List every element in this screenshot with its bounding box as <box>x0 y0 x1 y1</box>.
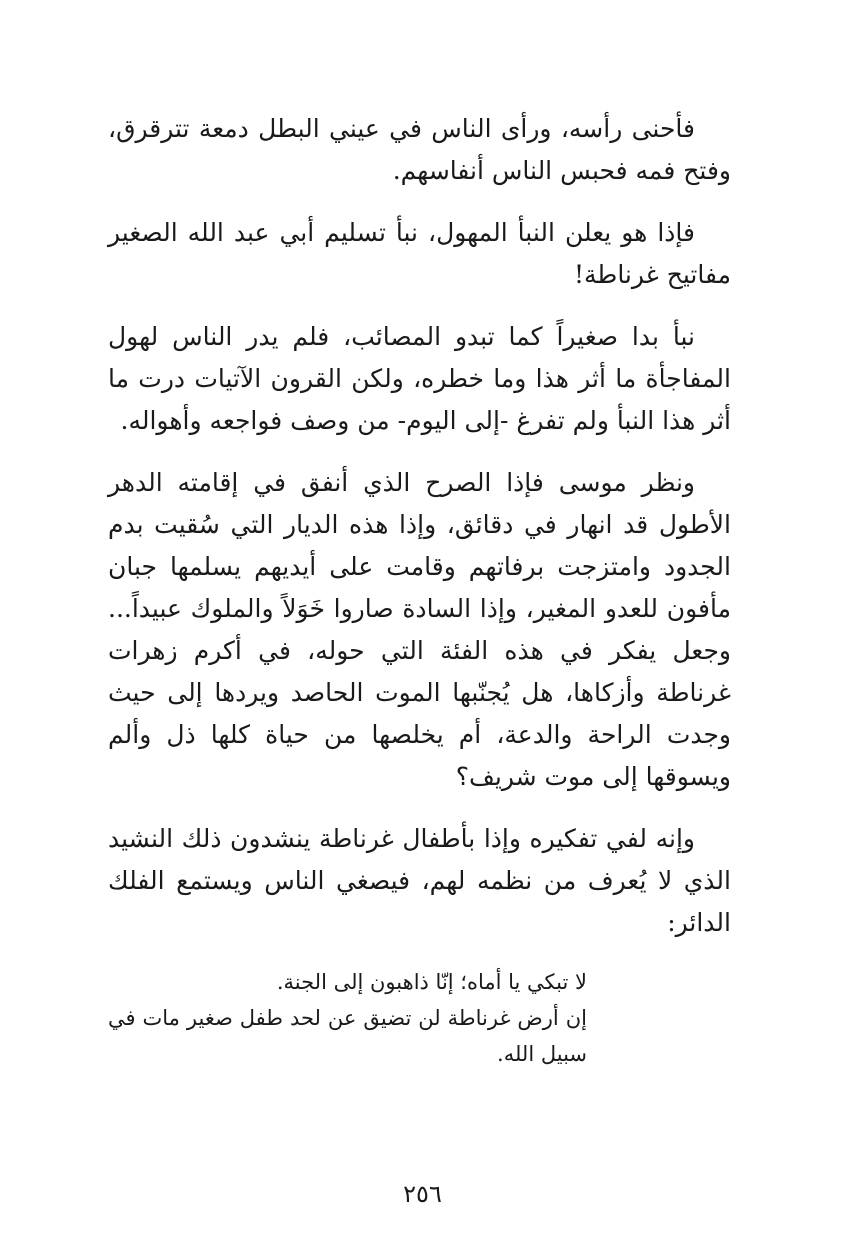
page-number: ٢٥٦ <box>403 1180 442 1208</box>
poem-block <box>108 964 587 1072</box>
paragraph: فإذا هو يعلن النبأ المهول، نبأ تسليم أبي عبد الله الصغير مفاتيح غرناطة! <box>108 218 731 289</box>
page-body <box>108 108 731 1072</box>
paragraph: فأحنى رأسه، ورأى الناس في عيني البطل دمعة تترقرق، وفتح فمه فحبس الناس أنفاسهم. <box>108 114 731 185</box>
paragraph: نبأ بدا صغيراً كما تبدو المصائب، فلم يدر الناس لهول المفاجأة ما أثر هذا وما خطره، ولكن القرون الآتيات درت ما أثر هذا النبأ ولم تفرغ -إلى اليوم- من وصف فواجعه وأهواله. <box>108 322 731 435</box>
paragraph: ونظر موسى فإذا الصرح الذي أنفق في إقامته الدهر الأطول قد انهار في دقائق، وإذا هذه الديار التي سُقيت بدم الجدود وامتزجت برفاتهم وقامت على أيديهم يسلمها جبان مأفون للعدو المغير، وإذا السادة صاروا خَوَلاً والملوك عبيداً... وجعل يفكر في هذه الفئة التي حوله، في أكرم زهرات غرناطة وأزكاها، هل يُجنّبها الموت الحاصد ويردها إلى حيث وجدت الراحة والدعة، أم يخلصها من حياة كلها ذل وألم ويسوقها إلى موت شريف؟ <box>108 468 732 791</box>
poem-line: لا تبكي يا أماه؛ إنّا ذاهبون إلى الجنة. <box>276 970 587 994</box>
paragraph: وإنه لفي تفكيره وإذا بأطفال غرناطة ينشدون ذلك النشيد الذي لا يُعرف من نظمه لهم، فيصغي الناس ويستمع الفلك الدائر: <box>108 824 731 937</box>
poem-line: إن أرض غرناطة لن تضيق عن لحد طفل صغير مات في سبيل الله. <box>108 1006 587 1066</box>
